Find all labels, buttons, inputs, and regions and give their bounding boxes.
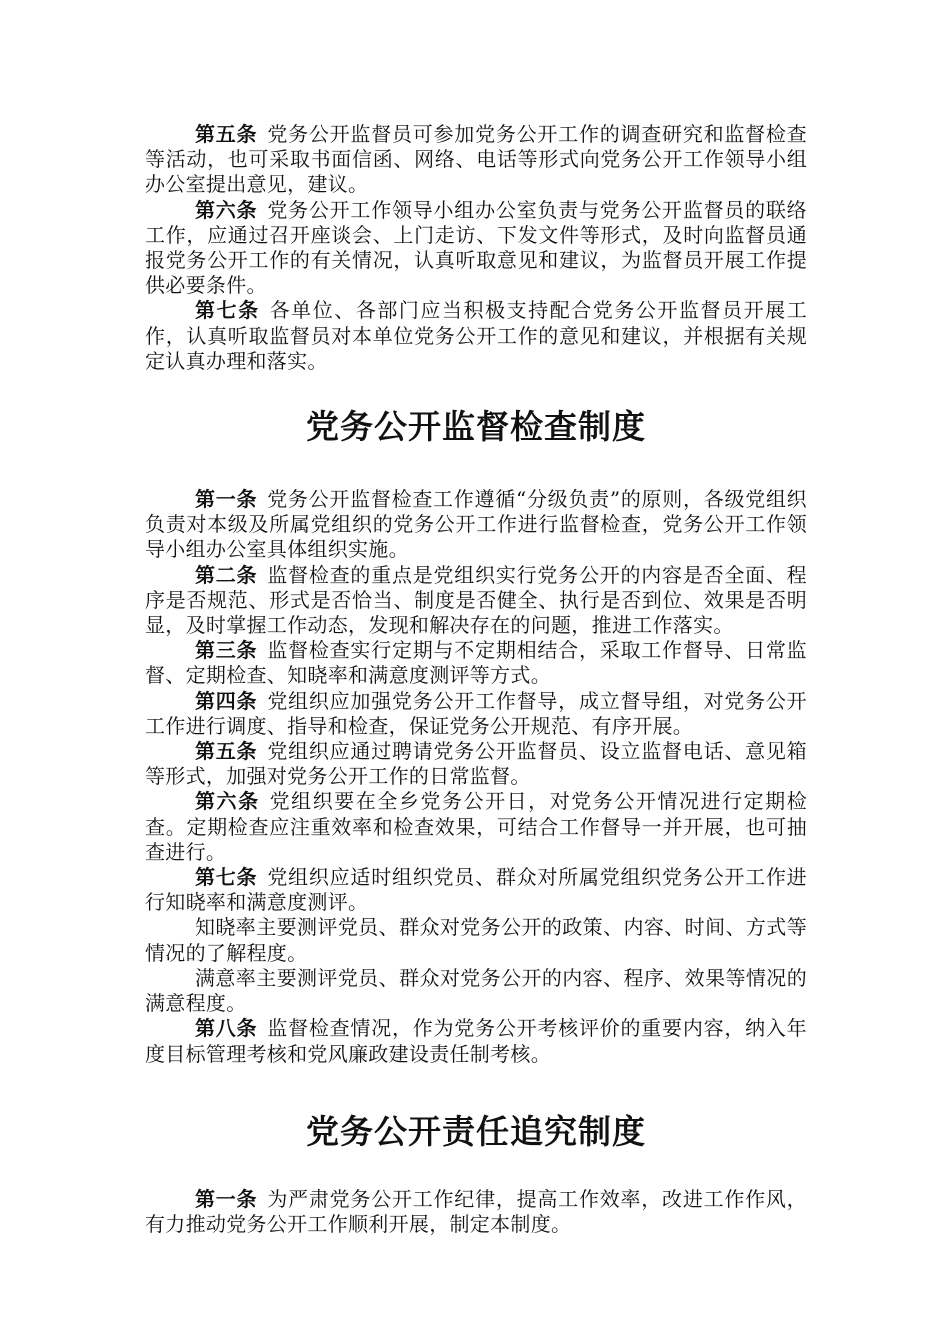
- plain-paragraph: 知晓率主要测评党员、群众对党务公开的政策、内容、时间、方式等情况的了解程度。: [145, 915, 807, 965]
- article-text: 监督检查实行定期与不定期相结合，采取工作督导、日常监督、定期检查、知晓率和满意度测评等方式。: [145, 638, 807, 688]
- article-paragraph: [145, 689, 807, 739]
- article-paragraph: [145, 563, 807, 639]
- article-paragraph: [145, 1187, 807, 1237]
- article-paragraph: [145, 487, 807, 563]
- article-label: 第五条: [195, 122, 258, 146]
- article-paragraph: [145, 122, 807, 198]
- article-label: 第一条: [195, 487, 258, 512]
- article-label: 第三条: [195, 638, 258, 663]
- section-title: 党务公开责任追究制度: [306, 1111, 646, 1151]
- article-text: 监督检查情况，作为党务公开考核评价的重要内容，纳入年度目标管理考核和党风廉政建设责任制考核。: [145, 1016, 807, 1066]
- article-label: 第七条: [195, 298, 260, 323]
- article-label: 第六条: [195, 197, 258, 222]
- article-paragraph: [145, 865, 807, 915]
- plain-paragraph: 满意率主要测评党员、群众对党务公开的内容、程序、效果等情况的满意程度。: [145, 965, 807, 1016]
- article-paragraph: [145, 739, 807, 789]
- article-text: 党务公开监督员可参加党务公开工作的调查研究和监督检查等活动，也可采取书面信函、网络、电话等形式向党务公开工作领导小组办公室提出意见，建议。: [145, 122, 807, 197]
- article-label: 第八条: [195, 1016, 258, 1041]
- article-text: 为严肃党务公开工作纪律，提高工作效率，改进工作作风，有力推动党务公开工作顺利开展，制定本制度。: [145, 1186, 807, 1236]
- article-paragraph: [145, 638, 807, 688]
- article-text: 党组织要在全乡党务公开日，对党务公开情况进行定期检查。定期检查应注重效率和检查效果，可结合工作督导一并开展，也可抽查进行。: [145, 789, 808, 864]
- article-paragraph: [145, 298, 807, 374]
- article-text: 党务公开监督检查工作遵循“分级负责”的原则，各级党组织负责对本级及所属党组织的党务公开工作进行监督检查，党务公开工作领导小组办公室具体组织实施。: [145, 487, 807, 562]
- article-paragraph: [145, 198, 807, 299]
- article-label: 第二条: [195, 562, 258, 587]
- article-label: 第五条: [195, 739, 258, 764]
- article-paragraph: [145, 1016, 807, 1066]
- article-label: 第七条: [195, 865, 258, 890]
- article-label: 第一条: [195, 1186, 258, 1211]
- article-text: 监督检查的重点是党组织实行党务公开的内容是否全面、程序是否规范、形式是否恰当、制度是否健全、执行是否到位、效果是否明显，及时掌握工作动态，发现和解决存在的问题，推进工作落实。: [145, 562, 807, 638]
- article-text: 各单位、各部门应当积极支持配合党务公开监督员开展工作，认真听取监督员对本单位党务公开工作的意见和建议，并根据有关规定认真办理和落实。: [145, 298, 808, 373]
- article-label: 第四条: [195, 688, 258, 713]
- section-title: 党务公开监督检查制度: [306, 407, 646, 447]
- article-paragraph: [145, 789, 807, 865]
- article-text: 党务公开工作领导小组办公室负责与党务公开监督员的联络工作，应通过召开座谈会、上门走访、下发文件等形式，及时向监督员通报党务公开工作的有关情况，认真听取意见和建议，为监督员开展工作提供必要条件。: [145, 197, 807, 298]
- article-text: 党组织应通过聘请党务公开监督员、设立监督电话、意见箱等形式，加强对党务公开工作的日常监督。: [145, 739, 807, 789]
- article-label: 第六条: [195, 789, 260, 814]
- article-text: 党组织应加强党务公开工作督导，成立督导组，对党务公开工作进行调度、指导和检查，保证党务公开规范、有序开展。: [145, 688, 807, 738]
- article-text: 党组织应适时组织党员、群众对所属党组织党务公开工作进行知晓率和满意度测评。: [145, 865, 807, 915]
- document-page: [145, 122, 807, 1237]
